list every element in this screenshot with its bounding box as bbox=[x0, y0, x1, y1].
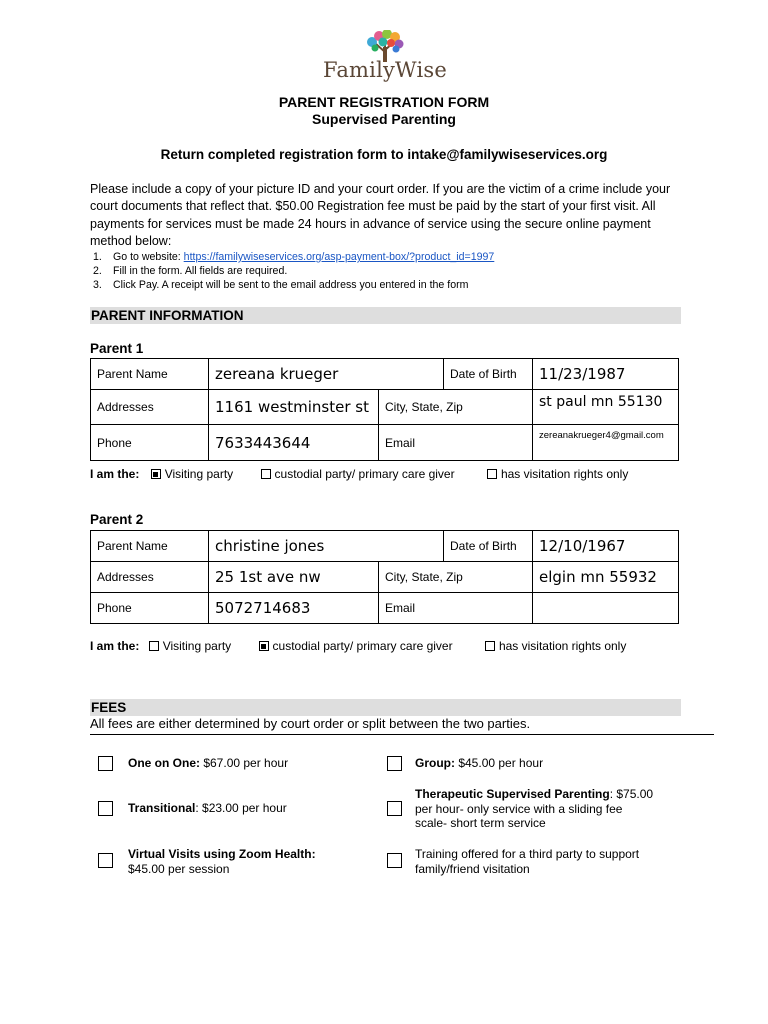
fee-name: One on One: bbox=[128, 756, 200, 770]
parent1-phone-field[interactable]: 7633443644 bbox=[209, 425, 379, 461]
visiting-label: Visiting party bbox=[162, 639, 232, 653]
form-subtitle: Supervised Parenting bbox=[312, 111, 456, 127]
visitation-rights-label: has visitation rights only bbox=[498, 639, 627, 653]
dob-label: Date of Birth bbox=[444, 531, 533, 562]
step-number: 3. bbox=[93, 279, 102, 291]
one-on-one-option bbox=[128, 756, 288, 771]
parent2-heading: Parent 2 bbox=[90, 512, 144, 527]
city-label: City, State, Zip bbox=[379, 562, 533, 593]
step-number: 2. bbox=[93, 265, 102, 277]
fee-name: Transitional bbox=[128, 801, 196, 815]
fee-rate: : $75.00 bbox=[609, 787, 654, 801]
custodial-label: custodial party/ primary care giver bbox=[274, 467, 455, 481]
addresses-label: Addresses bbox=[91, 390, 209, 425]
payment-steps bbox=[93, 250, 494, 292]
fees-note: All fees are either determined by court order or split between the two parties. bbox=[90, 716, 531, 731]
form-title: PARENT REGISTRATION FORM bbox=[278, 94, 490, 110]
step-3 bbox=[93, 278, 494, 292]
group-option bbox=[415, 756, 543, 771]
i-am-label: I am the: bbox=[90, 467, 140, 481]
payment-link[interactable]: https://familywiseservices.org/asp-payment-box/?product_id=1997 bbox=[183, 251, 495, 263]
therapeutic-option bbox=[415, 787, 653, 831]
addresses-label: Addresses bbox=[91, 562, 209, 593]
parent1-city-field[interactable]: st paul mn 55130 bbox=[533, 390, 679, 425]
fee-detail: Training offered for a third party to support bbox=[415, 847, 640, 861]
dob-label: Date of Birth bbox=[444, 359, 533, 390]
fee-detail: per hour- only service with a sliding fee bbox=[415, 801, 623, 816]
step-text: Go to website: bbox=[113, 251, 184, 263]
fees-heading: FEES bbox=[90, 699, 681, 716]
visiting-checkbox[interactable] bbox=[149, 641, 159, 651]
fee-rate: : $23.00 per hour bbox=[195, 801, 287, 815]
fee-name: Group: bbox=[415, 756, 455, 770]
parent1-dob-field[interactable]: 11/23/1987 bbox=[533, 359, 679, 390]
group-checkbox[interactable] bbox=[387, 756, 402, 771]
fee-rate: $45.00 per session bbox=[128, 861, 230, 876]
custodial-checkbox[interactable] bbox=[261, 469, 271, 479]
parent1-address-field[interactable]: 1161 westminster st bbox=[209, 390, 379, 425]
step-text: Click Pay. A receipt will be sent to the email address you entered in the form bbox=[113, 279, 469, 291]
step-number: 1. bbox=[93, 251, 102, 263]
fee-detail: scale- short term service bbox=[415, 816, 546, 830]
parent-info-heading: PARENT INFORMATION bbox=[90, 307, 681, 324]
parent1-role bbox=[90, 467, 628, 481]
divider bbox=[90, 734, 714, 735]
one-on-one-checkbox[interactable] bbox=[98, 756, 113, 771]
step-2 bbox=[93, 264, 494, 278]
therapeutic-checkbox[interactable] bbox=[387, 801, 402, 816]
parent2-email-field[interactable] bbox=[533, 593, 679, 624]
fee-name: Therapeutic Supervised Parenting bbox=[415, 787, 610, 801]
city-label: City, State, Zip bbox=[379, 390, 533, 425]
parent2-dob-field[interactable]: 12/10/1967 bbox=[533, 531, 679, 562]
return-note: Return completed registration form to intake@familywiseservices.org bbox=[160, 147, 608, 162]
visiting-checkbox[interactable] bbox=[151, 469, 161, 479]
fee-name: Virtual Visits using Zoom Health: bbox=[128, 847, 316, 861]
visitation-rights-checkbox[interactable] bbox=[487, 469, 497, 479]
i-am-label: I am the: bbox=[90, 639, 140, 653]
training-checkbox[interactable] bbox=[387, 853, 402, 868]
parent2-role bbox=[90, 639, 626, 653]
parent1-name-field[interactable]: zereana krueger bbox=[209, 359, 444, 390]
visitation-rights-label: has visitation rights only bbox=[500, 467, 629, 481]
familywise-logo bbox=[318, 30, 452, 84]
step-text: Fill in the form. All fields are required. bbox=[113, 265, 288, 277]
parent2-city-field[interactable]: elgin mn 55932 bbox=[533, 562, 679, 593]
fee-rate: $67.00 per hour bbox=[200, 756, 289, 770]
virtual-visits-checkbox[interactable] bbox=[98, 853, 113, 868]
visiting-label: Visiting party bbox=[164, 467, 234, 481]
email-label: Email bbox=[379, 593, 533, 624]
logo-text: FamilyWise bbox=[322, 58, 447, 82]
parent2-name-field[interactable]: christine jones bbox=[209, 531, 444, 562]
intro-paragraph: Please include a copy of your picture ID and your court order. If you are the victim of a crime include your court documents that reflect that. $50.00 Registration fee must be paid by the start of your first visit. All payments for services must be made 24 hours in advance of service using the secure online payment method below: bbox=[90, 182, 671, 248]
custodial-checkbox[interactable] bbox=[259, 641, 269, 651]
email-label: Email bbox=[379, 425, 533, 461]
transitional-option bbox=[128, 801, 287, 816]
custodial-label: custodial party/ primary care giver bbox=[272, 639, 453, 653]
transitional-checkbox[interactable] bbox=[98, 801, 113, 816]
visitation-rights-checkbox[interactable] bbox=[485, 641, 495, 651]
parent2-address-field[interactable]: 25 1st ave nw bbox=[209, 562, 379, 593]
step-1 bbox=[93, 250, 494, 264]
parent1-email-field[interactable]: zereanakrueger4@gmail.com bbox=[533, 425, 679, 461]
parent-name-label: Parent Name bbox=[91, 531, 209, 562]
training-option bbox=[415, 847, 639, 876]
parent2-table bbox=[90, 530, 679, 624]
parent-name-label: Parent Name bbox=[91, 359, 209, 390]
parent1-table bbox=[90, 358, 679, 461]
phone-label: Phone bbox=[91, 593, 209, 624]
virtual-visits-option bbox=[128, 847, 316, 876]
phone-label: Phone bbox=[91, 425, 209, 461]
fee-detail: family/friend visitation bbox=[415, 861, 530, 876]
fee-rate: $45.00 per hour bbox=[455, 756, 544, 770]
parent1-heading: Parent 1 bbox=[90, 341, 144, 356]
parent2-phone-field[interactable]: 5072714683 bbox=[209, 593, 379, 624]
